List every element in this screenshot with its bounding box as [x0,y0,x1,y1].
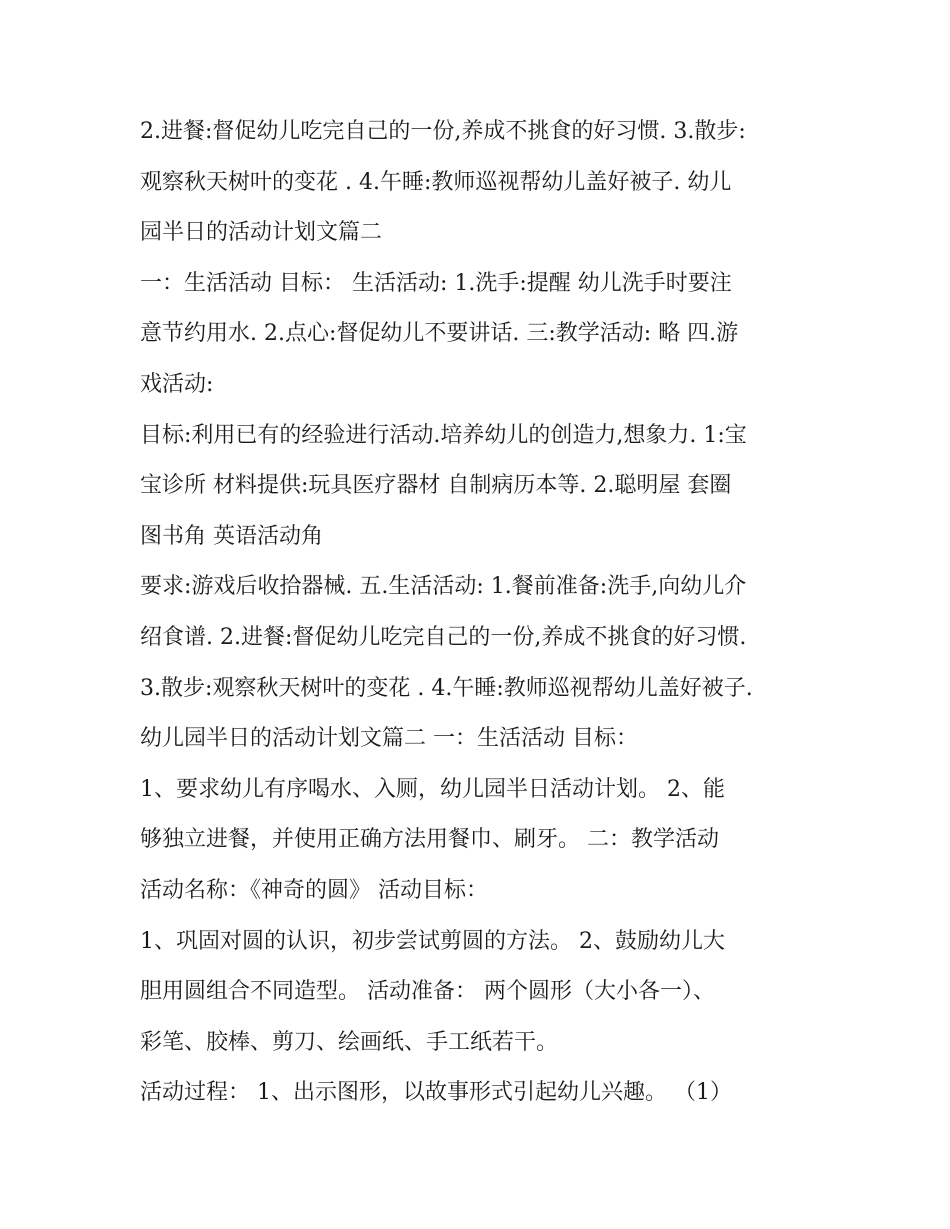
text-line: 观察秋天树叶的变花 . 4.午睡:教师巡视帮幼儿盖好被子. 幼儿 [140,169,732,195]
text-line: 幼儿园半日的活动计划文篇二 一：生活活动 目标： [140,726,638,752]
text-line: 意节约用水. 2.点心:督促幼儿不要讲话. 三:教学活动: 略 四.游 [140,321,739,347]
text-line: 一：生活活动 目标： 生活活动: 1.洗手:提醒 幼儿洗手时要注 [140,270,732,296]
text-line: 1、要求幼儿有序喝水、入厕，幼儿园半日活动计划。 2、能 [140,776,725,802]
text-line: 胆用圆组合不同造型。 活动准备： 两个圆形（大小各一）、 [140,979,715,1005]
text-line: 彩笔、胶棒、剪刀、绘画纸、手工纸若干。 [140,1029,559,1055]
text-line: 活动过程： 1、出示图形，以故事形式引起幼儿兴趣。 （1） [140,1080,732,1106]
text-line: 活动名称：《神奇的圆》 活动目标： [140,877,488,903]
text-line: 宝诊所 材料提供:玩具医疗器材 自制病历本等. 2.聪明屋 套圈 [140,473,732,499]
text-line: 1、巩固对圆的认识，初步尝试剪圆的方法。 2、鼓励幼儿大 [140,928,725,954]
text-line: 目标:利用已有的经验进行活动.培养幼儿的创造力,想象力. 1:宝 [140,422,747,448]
text-line: 够独立进餐，并使用正确方法用餐巾、刷牙。 二：教学活动 [140,827,719,853]
text-line: 绍食谱. 2.进餐:督促幼儿吃完自己的一份,养成不挑食的好习惯. [140,624,747,650]
text-line: 图书角 英语活动角 [140,523,323,549]
text-line: 要求:游戏后收拾器械. 五.生活活动: 1.餐前准备:洗手,向幼儿介 [140,574,747,600]
text-line: 3.散步:观察秋天树叶的变花 . 4.午睡:教师巡视帮幼儿盖好被子. [140,675,753,701]
text-line: 戏活动: [140,371,214,397]
document-body [140,107,810,1119]
text-line: 2.进餐:督促幼儿吃完自己的一份,养成不挑食的好习惯. 3.散步: [140,119,746,144]
text-line: 园半日的活动计划文篇二 [140,220,383,246]
